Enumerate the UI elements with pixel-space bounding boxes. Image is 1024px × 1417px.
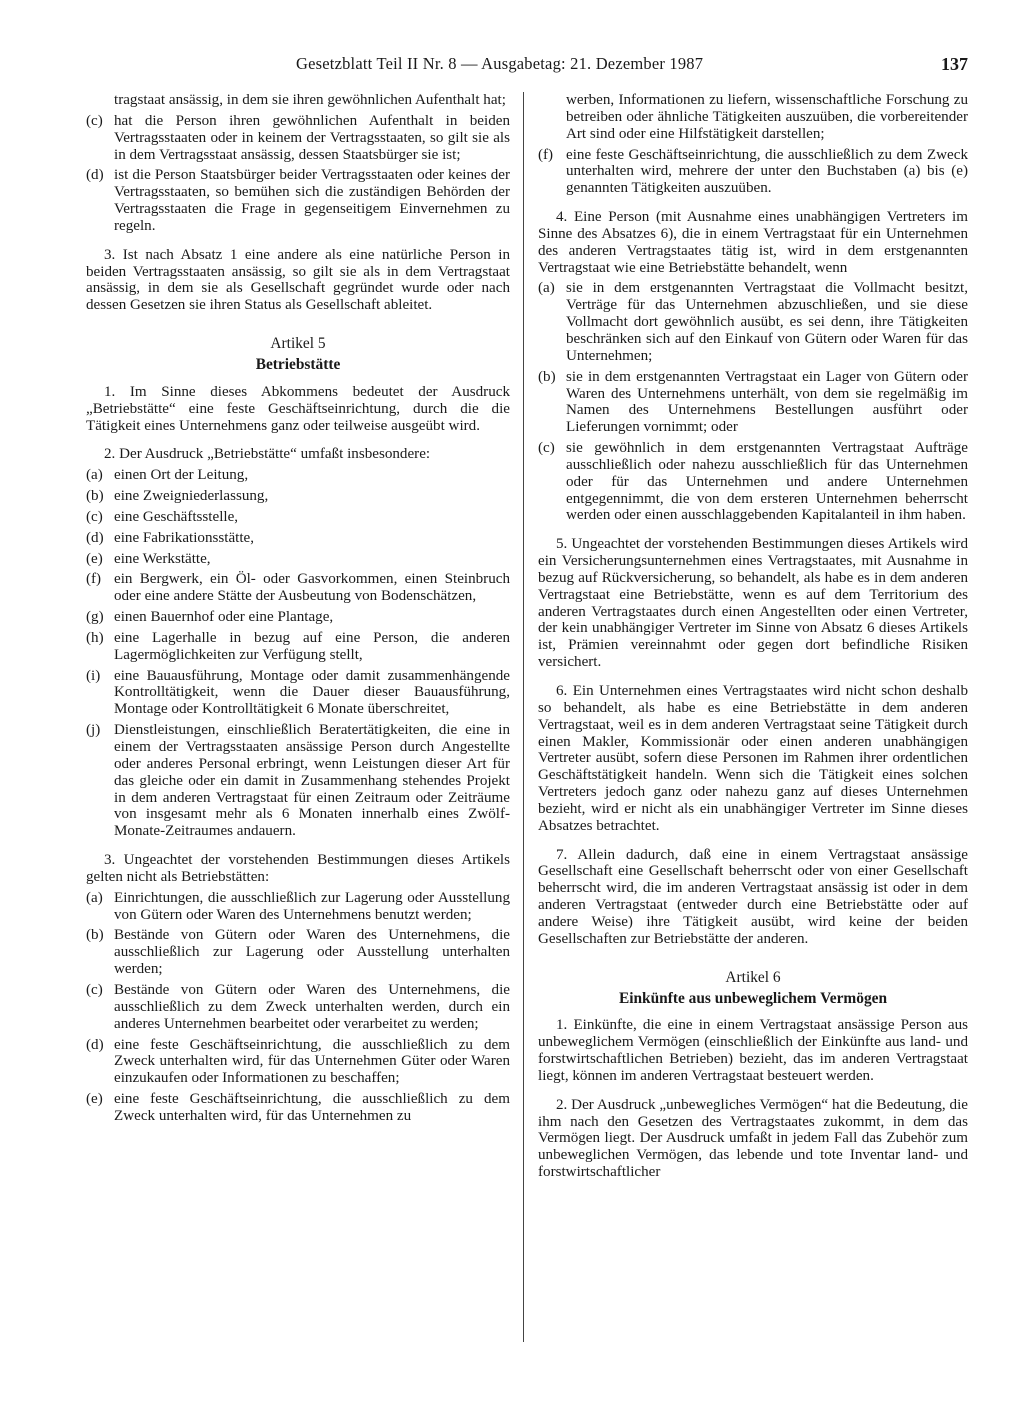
list-item: (g) einen Bauernhof oder eine Plantage, [86, 609, 334, 626]
list-item: (e) eine Werkstätte, [86, 550, 211, 567]
list-item: (b) eine Zweigniederlassung, [86, 488, 269, 505]
list-item: (f) ein Bergwerk, ein Öl- oder Gasvorkommen, einen Steinbruch oder eine andere Stätte der Ausbeutung von Bodenschätzen, [86, 571, 510, 605]
paragraph: 1. Einkünfte, die eine in einem Vertragstaat ansässige Person aus unbeweglichem Vermögen (einschließlich der Einkünfte aus land- und forstwirtschaftlichen Betrieben) bezieht, das im anderen Vertragstaat liegt, können im anderen Vertragstaat besteuert werden. [538, 1017, 968, 1084]
paragraph: 3. Ungeachtet der vorstehenden Bestimmungen dieses Artikels gelten nicht als Betriebstätten: [86, 852, 510, 885]
article-heading: Betriebstätte [255, 355, 341, 373]
publication-title: Gesetzblatt Teil II Nr. 8 — Ausgabetag: 21. Dezember 1987 [296, 54, 704, 73]
list-item: (d) eine Fabrikationsstätte, [86, 529, 255, 546]
paragraph: 2. Der Ausdruck „unbewegliches Vermögen“ hat die Bedeutung, die ihm nach den Gesetzen des Vertragstaates zukommt, in dem das Vermögen liegt. Der Ausdruck umfaßt in jedem Fall das Zubehör zum unbeweglichen Vermögen, das lebende und tote Inventar land- und forstwirtschaftlicher [538, 1096, 968, 1181]
list-item: (a) sie in dem erstgenannten Vertragstaat die Vollmacht besitzt, Verträge für das Unternehmen abzuschließen, und sie diese Vollmacht dort gewöhnlich ausübt, es sei denn, ihre Tätigkeiten beschränken sich auf den Einkauf von Gütern oder Waren für das Unternehmen; [538, 280, 968, 364]
list-item: (h) eine Lagerhalle in bezug auf eine Person, die anderen Lagermöglichkeiten zur Verfügung stellt, [86, 629, 510, 663]
left-column [86, 92, 510, 1129]
list-item: (c) Bestände von Gütern oder Waren des Unternehmens, die ausschließlich zu dem Zweck unterhalten werden, durch ein anderes Unternehmen bearbeitet oder verarbeitet zu werden; [86, 981, 510, 1032]
list-item: (d) ist die Person Staatsbürger beider Vertragsstaaten oder keines der Vertragsstaaten, so bemühen sich die zuständigen Behörden der Vertragsstaaten die Frage in gegenseitigem Einvernehmen zu regeln. [86, 167, 510, 234]
right-column [538, 92, 968, 1193]
list-item: (d) eine feste Geschäftseinrichtung, die ausschließlich zu dem Zweck unterhalten wird, für das Unternehmen Güter oder Waren einzukaufen oder Informationen zu beschaffen; [86, 1036, 510, 1087]
list-item: (j) Dienstleistungen, einschließlich Beratertätigkeiten, die eine in einem der Vertragsstaaten ansässige Person durch Angestellte oder anderes Personal erbringt, wenn Leistungen dieser Art für das gleiche oder ein damit in Zusammenhang stehendes Projekt in dem anderen Vertragstaat für einen Zeitraum oder Zeiträume von insgesamt mehr als 6 Monaten innerhalb eines Zwölf-Monate-Zeitraumes andauern. [86, 722, 510, 840]
page-number: 137 [941, 54, 968, 74]
list-item: (e) eine feste Geschäftseinrichtung, die ausschließlich zu dem Zweck unterhalten wird, für das Unternehmen zu [86, 1091, 510, 1124]
list-item: (f) eine feste Geschäftseinrichtung, die ausschließlich zu dem Zweck unterhalten wird, mehrere der unter den Buchstaben (a) bis (e) genannten Tätigkeiten auszuüben. [538, 146, 968, 197]
paragraph: 6. Ein Unternehmen eines Vertragstaates wird nicht schon deshalb so behandelt, als habe es eine Betriebstätte in dem anderen Vertragstaat, weil es in dem anderen Vertragstaat seine Tätigkeit durch einen Makler, Kommissionär oder einen anderen unabhängigen Vertreter ausübt, sofern diese Personen im Rahmen ihrer ordentlichen Geschäftstätigkeit handeln. Wenn sich die Tätigkeit eines solchen Vertreters jedoch ganz oder nahezu ganz auf dieses Unternehmen bezieht, wird er nicht als ein unabhängiger Vertreter im Sinne dieses Absatzes betrachtet. [538, 683, 968, 834]
paragraph: 2. Der Ausdruck „Betriebstätte“ umfaßt insbesondere: [104, 446, 431, 463]
paragraph: 1. Im Sinne dieses Abkommens bedeutet der Ausdruck „Betriebstätte“ eine feste Geschäftseinrichtung, durch die die Tätigkeit eines Unternehmens ganz oder teilweise ausgeübt wird. [86, 383, 510, 434]
paragraph: 7. Allein dadurch, daß eine in einem Vertragstaat ansässige Gesellschaft eine Gesellschaft beherrscht oder von einer Gesellschaft beherrscht wird, die im anderen Vertragstaat ansässig ist oder in dem anderen Vertragstaat (entweder durch eine Betriebstätte oder auf andere Weise) ihre Tätigkeit ausübt, wird keine der beiden Gesellschaften zur Betriebstätte der anderen. [538, 846, 968, 947]
article-heading: Einkünfte aus unbeweglichem Vermögen [618, 989, 888, 1007]
paragraph: 4. Eine Person (mit Ausnahme eines unabhängigen Vertreters im Sinne des Absatzes 6), die in einem Vertragstaat für ein Unternehmen des anderen Vertragstaates tätig ist, wird in dem erstgenannten Vertragstaat wie eine Betriebstätte behandelt, wenn [538, 209, 968, 276]
list-item-continuation: tragstaat ansässig, in dem sie ihren gewöhnlichen Aufenthalt hat; [114, 92, 506, 108]
list-item: (a) Einrichtungen, die ausschließlich zur Lagerung oder Ausstellung von Gütern oder Waren des Unternehmens benutzt werden; [86, 889, 510, 923]
page-header [0, 54, 1024, 78]
list-item: (a) einen Ort der Leitung, [86, 467, 249, 484]
list-item: (c) hat die Person ihren gewöhnlichen Aufenthalt in beiden Vertragsstaaten oder in keinem der Vertragsstaaten, so gilt sie als in dem Vertragsstaat ansässig, dessen Staatsbürger sie ist; [86, 112, 510, 163]
list-item: (i) eine Bauausführung, Montage oder damit zusammenhängende Kontrolltätigkeit, wenn die Dauer dieser Bauausführung, Montage oder Kontrolltätigkeit 6 Monate überschreitet, [86, 667, 510, 718]
paragraph: 3. Ist nach Absatz 1 eine andere als eine natürliche Person in beiden Vertragsstaaten ansässig, so gilt sie als in dem Vertragstaat ansässig, in dem sie als Gesellschaft gegründet wurde oder nach dessen Gesetzen sie ihren Status als Gesellschaft ableitet. [86, 246, 510, 314]
article-number: Artikel 6 [725, 968, 781, 986]
list-item: (c) sie gewöhnlich in dem erstgenannten Vertragstaat Aufträge ausschließlich oder nahezu ausschließlich für das Unternehmen oder für das Unternehmen und andere Unternehmen entgegennimmt, die von dem ersteren Unternehmen beherrscht werden oder einen ausschlaggebenden Kapitalanteil in ihm haben. [538, 440, 968, 524]
list-item: (b) sie in dem erstgenannten Vertragstaat ein Lager von Gütern oder Waren des Unternehmens unterhält, von dem sie regelmäßig im Namen des Unternehmens Bestellungen ausführt oder Lieferungen vornimmt; oder [538, 368, 968, 436]
article-number: Artikel 5 [270, 335, 326, 353]
list-item: (b) Bestände von Gütern oder Waren des Unternehmens, die ausschließlich zur Lagerung oder Ausstellung unterhalten werden; [86, 927, 510, 978]
column-divider [523, 92, 524, 1342]
list-item-continuation: werben, Informationen zu liefern, wissenschaftliche Forschung zu betreiben oder ähnliche Tätigkeiten auszuüben, die vorbereitender Art sind oder eine Hilfstätigkeit darstellen; [566, 92, 968, 142]
list-item: (c) eine Geschäftsstelle, [86, 508, 239, 525]
paragraph: 5. Ungeachtet der vorstehenden Bestimmungen dieses Artikels wird ein Versicherungsunternehmen eines Vertragstaates, mit Ausnahme in bezug auf Rückversicherung, so behandelt, als habe es in dem anderen Vertragstaat eine Betriebstätte, wenn es auf dem Territorium des anderen Vertragstaates durch einen Angestellten oder einen Vertreter, der kein unabhängiger Vertreter im Sinne von Absatz 6 dieses Artikels ist, Prämien vereinnahmt oder gegen dort befindliche Risiken versichert. [538, 536, 968, 671]
